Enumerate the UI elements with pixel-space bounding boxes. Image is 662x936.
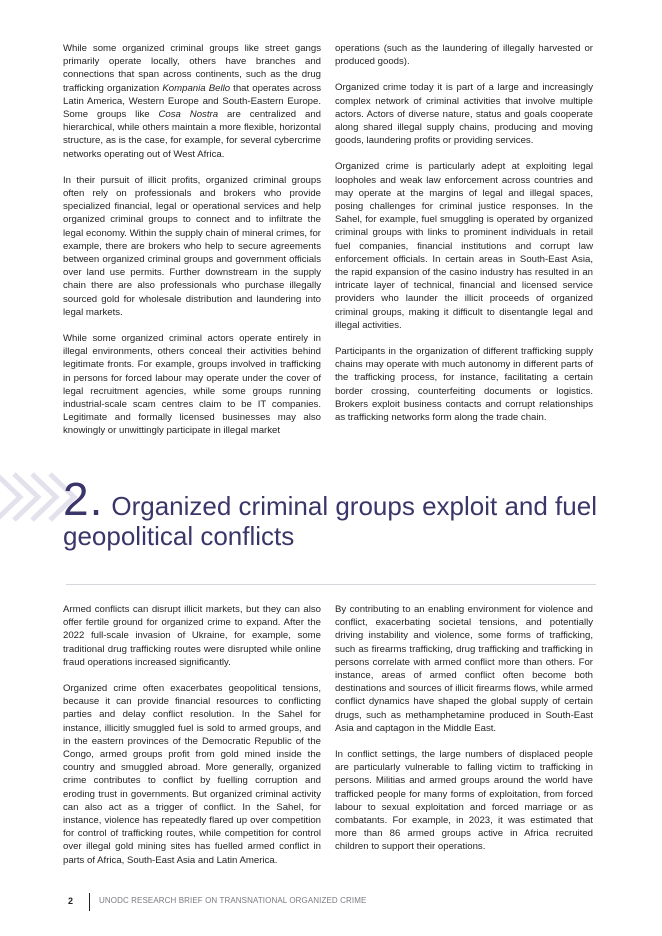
paragraph: Armed conflicts can disrupt illicit markets, but they can also offer fertile ground for organized crime to expand. After the 2022 full-scale invasion of Ukraine, for example, some traditional drug trafficking routes were disrupted while online fraud operations increased significantly. — [63, 604, 321, 668]
emphasized-name: Cosa Nostra — [158, 109, 219, 121]
paragraph: While some organized criminal actors operate entirely in illegal environments, others conceal their activities behind legitimate fronts. For example, groups involved in trafficking in persons for forced labour may operate under the cover of legal recruitment agencies, while some groups running industrial-scale scam centres claim to be IT companies. Legitimate and formally licensed businesses may also knowingly or unwittingly participate in illegal market — [63, 333, 321, 437]
paragraph: By contributing to an enabling environment for violence and conflict, exacerbating societal tensions, and potentially driving instability and violence, some forms of trafficking, such as firearms trafficking, drug trafficking and trafficking in persons correlate with armed conflict more than others. For instance, areas of armed conflict often become both destinations and sources of illicit firearms flows, while armed conflict dynamics have shaped the global supply of certain drugs, such as methamphetamine produced in South-East Asia and captagon in the Middle East. — [335, 604, 593, 734]
section-heading — [63, 473, 623, 551]
paragraph: While some organized criminal groups like street gangs primarily operate locally, others have branches and connections that span across continents, such as the drug trafficking organization Kompania Bello that operates across Latin America, Western Europe and South-Eastern Europe. Some groups like Cosa Nostra are centralized and hierarchical, while others maintain a more flexible, horizontal structure, as is the case, for example, for several cybercrime networks operating out of West Africa. — [63, 43, 322, 160]
section-number: 2. — [63, 473, 104, 525]
text-column-bottom-left — [63, 603, 321, 880]
text-column-top-left — [63, 42, 321, 451]
page-footer — [68, 893, 468, 913]
publication-title: UNODC RESEARCH BRIEF ON TRANSNATIONAL ORGANIZED CRIME — [99, 896, 367, 905]
paragraph: operations (such as the laundering of illegally harvested or produced goods). — [335, 43, 593, 68]
text-column-top-right — [335, 42, 593, 437]
paragraph: Participants in the organization of different trafficking supply chains may operate with much autonomy in different parts of the trafficking process, for instance, facilitating a certain border crossing, counterfeiting documents or logistics. Brokers exploit business contacts and corrupt relationships as trafficking networks form along the trade chain. — [335, 346, 593, 424]
paragraph: Organized crime often exacerbates geopolitical tensions, because it can provide financial resources to conflicting parties and delay conflict resolution. In the Sahel for instance, illicitly smuggled fuel is sold to armed groups, and in the eastern provinces of the Democratic Republic of the Congo, armed groups profit from gold mined inside the country and smuggled abroad. More generally, organized crime contributes to conflict by fuelling corruption and eroding trust in governments. But organized criminal activity can also act as a trigger of conflict. In the Sahel, for instance, violence has repeatedly flared up over competition for control of trafficking routes, while competition for control over illegal gold mining sites has fuelled armed conflict in parts of Africa, South-East Asia and Latin America. — [63, 683, 321, 866]
paragraph: In their pursuit of illicit profits, organized criminal groups often rely on professionals and brokers who provide specialized financial, legal or operational services and help organized criminal groups to connect and to infiltrate the legal economy. Within the supply chain of mineral crimes, for example, there are brokers who help to secure agreements between organized criminal groups and government officials over land use permits. Further downstream in the supply chain there are also professionals who purchase illegally sourced gold for wholesale distribution and laundering into legal markets. — [63, 174, 321, 318]
page-number: 2 — [68, 896, 74, 906]
paragraph: Organized crime is particularly adept at exploiting legal loopholes and weak law enforcement across countries and may operate at the margins of legal and illegal spaces, posing challenges for criminal justice responses. In the Sahel, for example, fuel smuggling is operated by organized criminal groups with links to prominent individuals in retail fuel companies, financial institutions and corrupt law enforcement officials. In certain areas in South-East Asia, the rapid expansion of the casino industry has resulted in an intricate layer of technical, financial and licensed service providers who launder the illicit proceeds of organized criminal groups, making it difficult to disentangle legal and illegal activities. — [335, 161, 593, 331]
section-title: Organized criminal groups exploit and fuel geopolitical conflicts — [63, 491, 597, 551]
text-column-bottom-right — [335, 603, 593, 867]
emphasized-name: Kompania Bello — [162, 82, 231, 94]
paragraph: Organized crime today it is part of a large and increasingly complex network of criminal activities that involve multiple actors. Actors of diverse nature, status and goals cooperate along shared illegal supply chains, producing and moving goods, laundering profits or providing services. — [335, 82, 593, 147]
paragraph: In conflict settings, the large numbers of displaced people are particularly vulnerable to falling victim to trafficking in persons. Militias and armed groups around the world have trafficked people for many forms of exploitation, from forced labour to sexual exploitation and forced marriage or as combatants. For example, in 2023, it was estimated that more than 86 armed groups active in Africa recruited children to support their operations. — [335, 749, 593, 853]
footer-divider — [89, 893, 90, 911]
section-divider — [66, 584, 596, 585]
